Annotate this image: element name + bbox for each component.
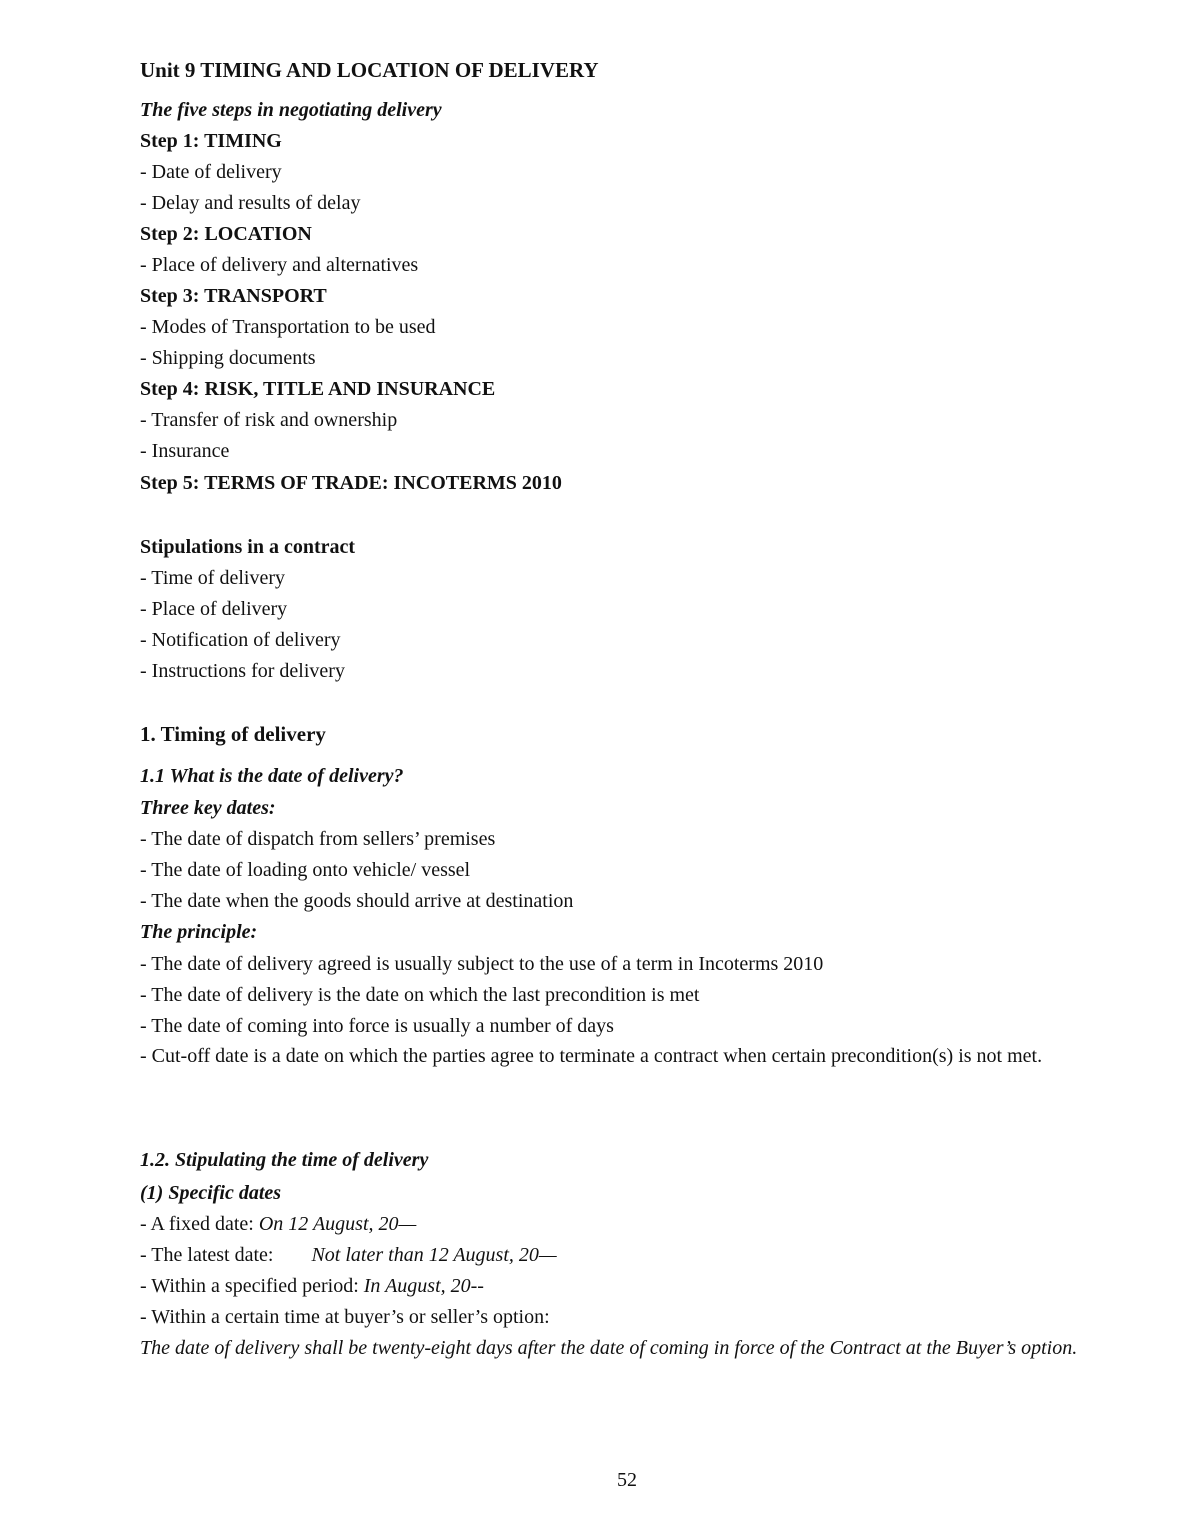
stipulation-item: - Place of delivery [140,598,288,620]
section-1-2-heading: 1.2. Stipulating the time of delivery [140,1149,429,1171]
key-date-item: - The date of dispatch from sellers’ premises [140,828,496,850]
stipulation-item: - Time of delivery [140,567,285,589]
step-4-item: - Transfer of risk and ownership [140,409,398,431]
key-date-item: - The date of loading onto vehicle/ vessel [140,859,471,881]
fixed-date-line [140,1212,416,1236]
step-2-item: - Place of delivery and alternatives [140,254,419,276]
key-date-item: - The date when the goods should arrive at destination [140,890,574,912]
option-line: - Within a certain time at buyer’s or seller’s option: [140,1306,550,1328]
period-example: In August, 20-- [363,1275,484,1297]
step-2-title: Step 2: LOCATION [140,223,312,245]
step-3-item: - Modes of Transportation to be used [140,316,436,338]
page-number: 52 [617,1469,637,1491]
specific-dates-label: (1) Specific dates [140,1182,282,1204]
step-3-item: - Shipping documents [140,347,316,369]
fixed-date-label: - A fixed date: [140,1213,259,1235]
timing-heading: 1. Timing of delivery [140,722,326,746]
unit-title: Unit 9 TIMING AND LOCATION OF DELIVERY [140,58,599,82]
step-4-item: - Insurance [140,440,230,462]
step-1-item: - Date of delivery [140,161,282,183]
five-steps-heading: The five steps in negotiating delivery [140,99,442,121]
latest-date-line [140,1243,557,1267]
principle-item: - The date of delivery agreed is usually subject to the use of a term in Incoterms 2010 [140,953,824,975]
principle-item: - Cut-off date is a date on which the parties agree to terminate a contract when certain precondition(s) is not met. [140,1045,1043,1067]
step-3-title: Step 3: TRANSPORT [140,285,327,307]
stipulations-heading: Stipulations in a contract [140,536,356,558]
stipulation-item: - Instructions for delivery [140,660,345,682]
step-1-title: Step 1: TIMING [140,130,282,152]
principle-label: The principle: [140,921,258,943]
principle-item: - The date of coming into force is usually a number of days [140,1015,614,1037]
step-5-title: Step 5: TERMS OF TRADE: INCOTERMS 2010 [140,472,562,494]
option-example: The date of delivery shall be twenty-eight days after the date of coming in force of the Contract at the Buyer’s option. [140,1337,1078,1359]
step-4-title: Step 4: RISK, TITLE AND INSURANCE [140,378,496,400]
fixed-date-example: On 12 August, 20— [258,1213,417,1235]
step-1-item: - Delay and results of delay [140,192,361,214]
period-line [140,1274,484,1298]
latest-date-label: - The latest date: [140,1244,274,1266]
section-1-1-heading: 1.1 What is the date of delivery? [140,765,404,787]
principle-item: - The date of delivery is the date on which the last precondition is met [140,984,700,1006]
stipulation-item: - Notification of delivery [140,629,341,651]
latest-date-example: Not later than 12 August, 20— [311,1244,557,1266]
key-dates-label: Three key dates: [140,797,276,819]
period-label: - Within a specified period: [140,1275,364,1297]
